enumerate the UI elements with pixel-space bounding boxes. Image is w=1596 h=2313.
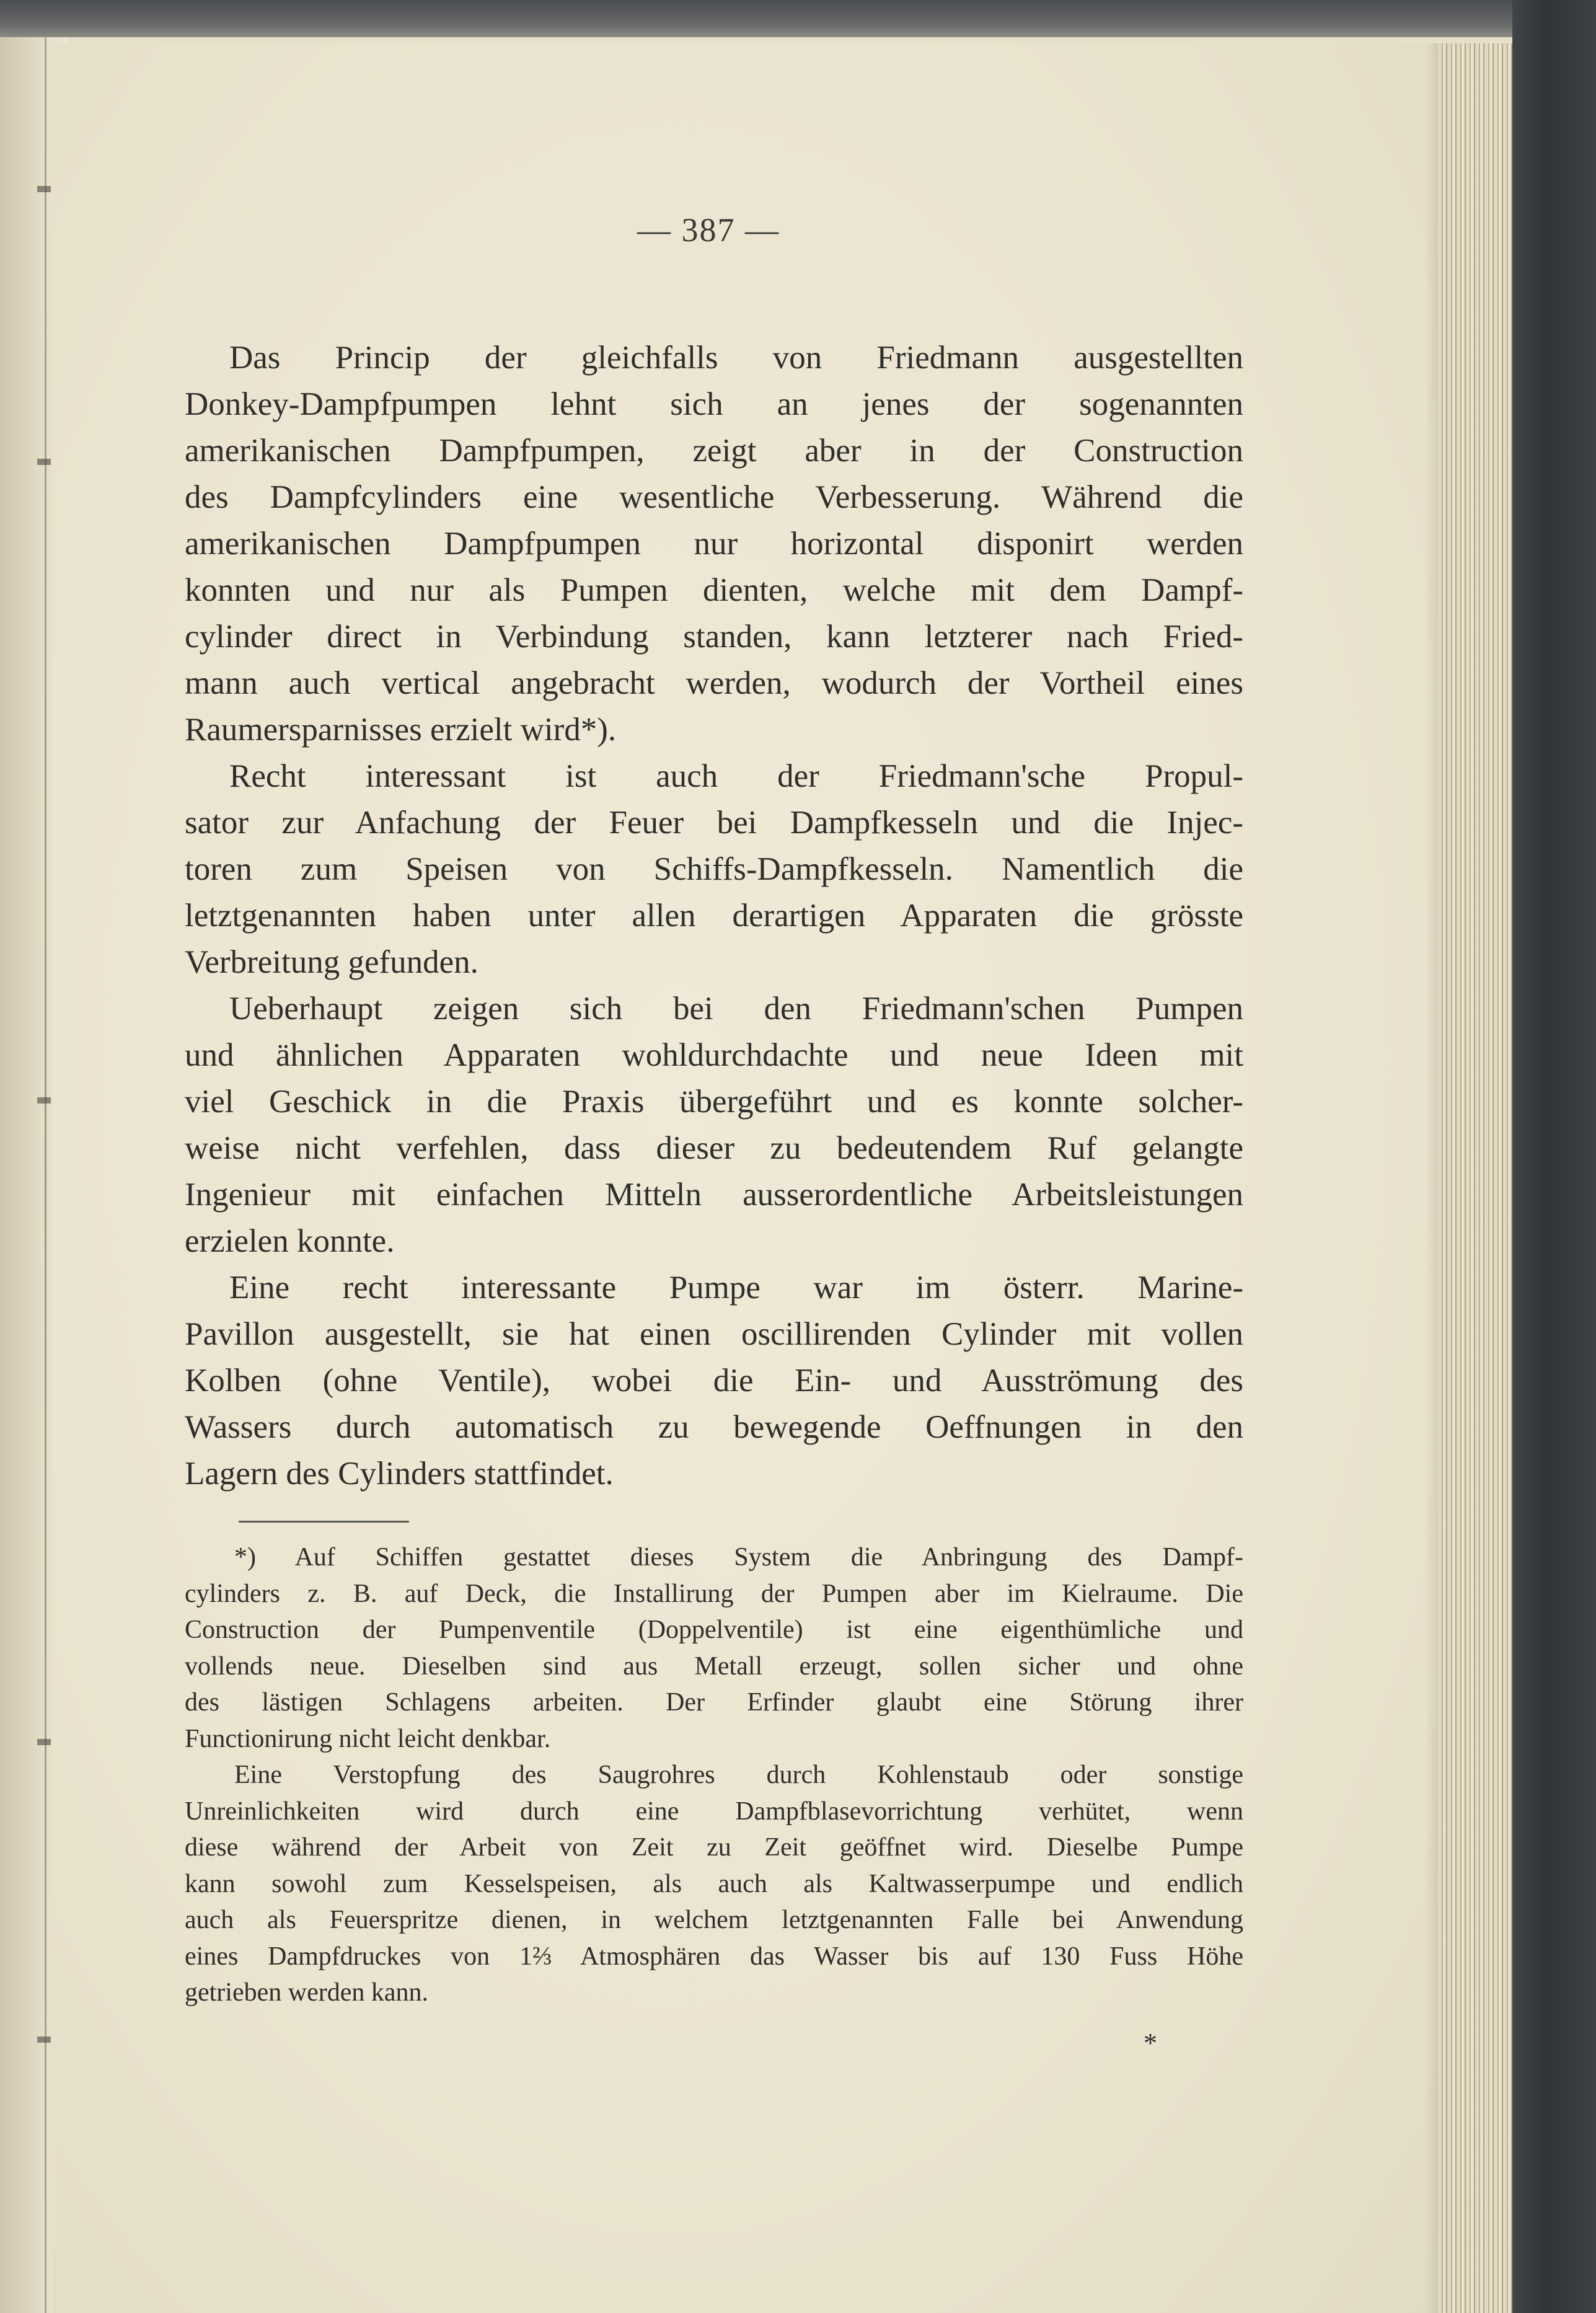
main-line: viel Geschick in die Praxis übergeführt und es konnte solcher- [185, 1084, 1243, 1120]
main-line: amerikanischen Dampfpumpen, zeigt aber in der Construction [185, 433, 1243, 469]
page-number: — 387 — [637, 211, 780, 249]
main-line: Pavillon ausgestellt, sie hat einen oscillirenden Cylinder mit vollen [185, 1316, 1243, 1352]
gutter-mark [37, 1739, 51, 1745]
main-line: weise nicht verfehlen, dass dieser zu bedeutendem Ruf gelangte [185, 1130, 1243, 1166]
footnote-rule [239, 1521, 409, 1523]
book-cover [1512, 0, 1596, 2313]
gutter-mark [37, 459, 51, 465]
main-line: cylinder direct in Verbindung standen, kann letzterer nach Fried- [185, 619, 1243, 655]
main-line: Verbreitung gefunden. [185, 944, 478, 980]
footnote-line: des lästigen Schlagens arbeiten. Der Erfinder glaubt eine Störung ihrer [185, 1688, 1243, 1717]
footnote-line: Construction der Pumpenventile (Doppelventile) ist eine eigenthümliche und [185, 1616, 1243, 1644]
main-line: sator zur Anfachung der Feuer bei Dampfkesseln und die Injec- [185, 805, 1243, 841]
footnote-line: *) Auf Schiffen gestattet dieses System die Anbringung des Dampf- [234, 1543, 1243, 1572]
footnote-line: eines Dampfdruckes von 1⅔ Atmosphären das Wasser bis auf 130 Fuss Höhe [185, 1942, 1243, 1971]
main-line: Recht interessant ist auch der Friedmann'sche Propul- [229, 758, 1243, 794]
main-line: Lagern des Cylinders stattfindet. [185, 1456, 614, 1492]
main-line: Wassers durch automatisch zu bewegende Oeffnungen in den [185, 1409, 1243, 1445]
gutter-mark [37, 1097, 51, 1103]
footnote-line: diese während der Arbeit von Zeit zu Zeit geöffnet wird. Dieselbe Pumpe [185, 1833, 1243, 1862]
main-line: Eine recht interessante Pumpe war im österr. Marine- [229, 1270, 1243, 1306]
main-line: Ueberhaupt zeigen sich bei den Friedmann'schen Pumpen [229, 991, 1243, 1027]
footnote-line: getrieben werden kann. [185, 1978, 428, 2007]
main-line: amerikanischen Dampfpumpen nur horizontal disponirt werden [185, 526, 1243, 562]
footnotes [185, 1539, 1243, 2011]
main-line: erzielen konnte. [185, 1223, 395, 1259]
main-text [185, 335, 1243, 1497]
footnote-line: auch als Feuerspritze dienen, in welchem letztgenannten Falle bei Anwendung [185, 1906, 1243, 1934]
main-line: letztgenannten haben unter allen derartigen Apparaten die grösste [185, 898, 1243, 934]
footnote-line: Functionirung nicht leicht denkbar. [185, 1724, 551, 1753]
main-line: Das Princip der gleichfalls von Friedmann ausgestellten [229, 340, 1243, 376]
main-line: konnten und nur als Pumpen dienten, welche mit dem Dampf- [185, 572, 1243, 608]
main-line: toren zum Speisen von Schiffs-Dampfkesseln. Namentlich die [185, 851, 1243, 887]
gutter-line [45, 37, 46, 2313]
signature-mark: * [1144, 2028, 1157, 2058]
main-line: und ähnlichen Apparaten wohldurchdachte und neue Ideen mit [185, 1037, 1243, 1073]
main-line: Kolben (ohne Ventile), wobei die Ein- und Ausströmung des [185, 1363, 1243, 1399]
footnote-line: Unreinlichkeiten wird durch eine Dampfblasevorrichtung verhütet, wenn [185, 1797, 1243, 1826]
footnote-line: Eine Verstopfung des Saugrohres durch Kohlenstaub oder sonstige [234, 1761, 1243, 1789]
main-line: Donkey-Dampfpumpen lehnt sich an jenes der sogenannten [185, 386, 1243, 422]
main-line: Raumersparnisses erzielt wird*). [185, 712, 617, 748]
page-edges [1438, 43, 1512, 2313]
footnote-line: cylinders z. B. auf Deck, die Installirung der Pumpen aber im Kielraume. Die [185, 1579, 1243, 1608]
gutter-mark [37, 186, 51, 192]
main-line: Ingenieur mit einfachen Mitteln ausserordentliche Arbeitsleistungen [185, 1177, 1243, 1213]
page [53, 43, 1438, 2313]
main-line: mann auch vertical angebracht werden, wodurch der Vortheil eines [185, 665, 1243, 701]
footnote-line: kann sowohl zum Kesselspeisen, als auch als Kaltwasserpumpe und endlich [185, 1869, 1243, 1898]
footnote-line: vollends neue. Dieselben sind aus Metall erzeugt, sollen sicher und ohne [185, 1652, 1243, 1681]
main-line: des Dampfcylinders eine wesentliche Verbesserung. Während die [185, 479, 1243, 515]
binding-top [0, 0, 1596, 37]
gutter-mark [37, 2037, 51, 2043]
